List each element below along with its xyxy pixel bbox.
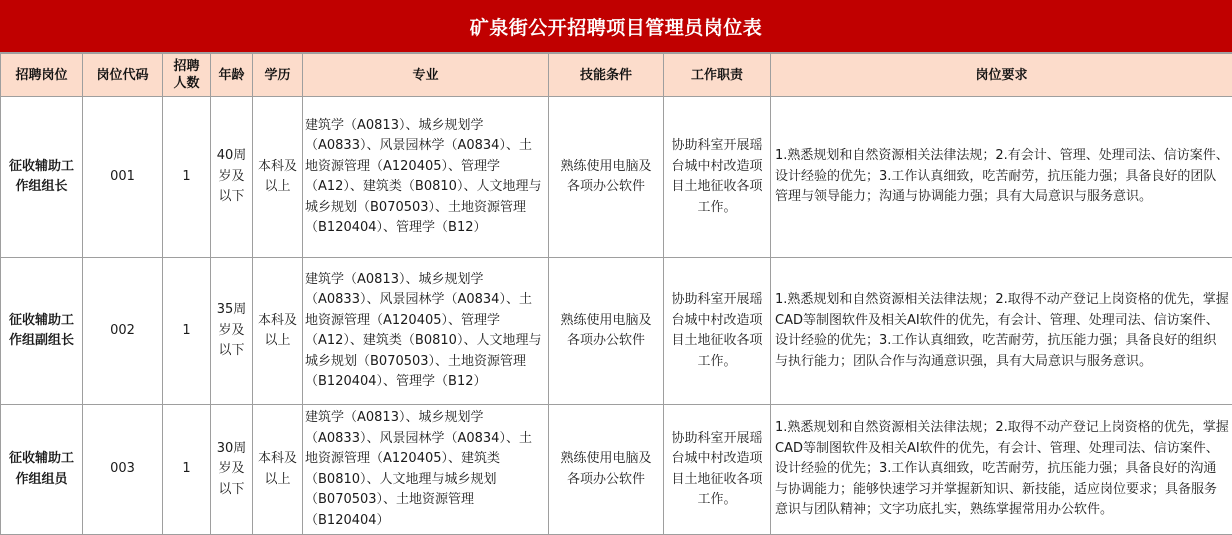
sheet-title: 矿泉街公开招聘项目管理员岗位表 <box>0 0 1232 53</box>
header-age: 年龄 <box>211 54 253 97</box>
count-cell: 1 <box>163 97 211 258</box>
skills-cell: 熟练使用电脑及各项办公软件 <box>549 258 664 405</box>
major-cell: 建筑学（A0813）、城乡规划学（A0833）、风景园林学（A0834）、土地资源管理（A120405）、建筑类（B0810）、人文地理与城乡规划（B070503）、土地资源管理（B120404） <box>303 405 549 535</box>
table-row <box>1 97 1232 258</box>
table-row <box>1 405 1232 535</box>
duties-cell: 协助科室开展瑶台城中村改造项目土地征收各项工作。 <box>664 258 771 405</box>
skills-cell: 熟练使用电脑及各项办公软件 <box>549 405 664 535</box>
duties-cell: 协助科室开展瑶台城中村改造项目土地征收各项工作。 <box>664 405 771 535</box>
header-position: 招聘岗位 <box>1 54 83 97</box>
code-cell: 002 <box>83 258 163 405</box>
requirements-cell: 1.熟悉规划和自然资源相关法律法规；2.有会计、管理、处理司法、信访案件、设计经验的优先；3.工作认真细致，吃苦耐劳，抗压能力强；具备良好的团队管理与领导能力；沟通与协调能力强；具有大局意识与服务意识。 <box>771 97 1232 258</box>
code-cell: 001 <box>83 97 163 258</box>
age-cell: 30周岁及以下 <box>211 405 253 535</box>
header-code: 岗位代码 <box>83 54 163 97</box>
header-row <box>1 54 1232 97</box>
header-requirements: 岗位要求 <box>771 54 1232 97</box>
age-cell: 40周岁及以下 <box>211 97 253 258</box>
header-education: 学历 <box>253 54 303 97</box>
age-cell: 35周岁及以下 <box>211 258 253 405</box>
code-cell: 003 <box>83 405 163 535</box>
recruitment-table <box>0 53 1232 535</box>
requirements-cell: 1.熟悉规划和自然资源相关法律法规；2.取得不动产登记上岗资格的优先，掌握CAD等制图软件及相关AI软件的优先，有会计、管理、处理司法、信访案件、设计经验的优先；3.工作认真细致，吃苦耐劳，抗压能力强；具备良好的沟通与协调能力；能够快速学习并掌握新知识、新技能，适应岗位要求；具备服务意识与团队精神；文字功底扎实，熟练掌握常用办公软件。 <box>771 405 1232 535</box>
count-cell: 1 <box>163 405 211 535</box>
requirements-cell: 1.熟悉规划和自然资源相关法律法规；2.取得不动产登记上岗资格的优先，掌握CAD等制图软件及相关AI软件的优先，有会计、管理、处理司法、信访案件、设计经验的优先；3.工作认真细致，吃苦耐劳，抗压能力强；具备良好的组织与执行能力；团队合作与沟通意识强，具有大局意识与服务意识。 <box>771 258 1232 405</box>
major-cell: 建筑学（A0813）、城乡规划学（A0833）、风景园林学（A0834）、土地资源管理（A120405）、管理学（A12）、建筑类（B0810）、人文地理与城乡规划（B070503）、土地资源管理（B120404）、管理学（B12） <box>303 258 549 405</box>
header-skills: 技能条件 <box>549 54 664 97</box>
count-cell: 1 <box>163 258 211 405</box>
position-cell: 征收辅助工作组组员 <box>1 405 83 535</box>
education-cell: 本科及以上 <box>253 258 303 405</box>
skills-cell: 熟练使用电脑及各项办公软件 <box>549 97 664 258</box>
position-cell: 征收辅助工作组副组长 <box>1 258 83 405</box>
header-major: 专业 <box>303 54 549 97</box>
duties-cell: 协助科室开展瑶台城中村改造项目土地征收各项工作。 <box>664 97 771 258</box>
major-cell: 建筑学（A0813）、城乡规划学（A0833）、风景园林学（A0834）、土地资源管理（A120405）、管理学（A12）、建筑类（B0810）、人文地理与城乡规划（B070503）、土地资源管理（B120404）、管理学（B12） <box>303 97 549 258</box>
header-duties: 工作职责 <box>664 54 771 97</box>
education-cell: 本科及以上 <box>253 405 303 535</box>
header-count: 招聘人数 <box>163 54 211 97</box>
table-row <box>1 258 1232 405</box>
education-cell: 本科及以上 <box>253 97 303 258</box>
position-cell: 征收辅助工作组组长 <box>1 97 83 258</box>
